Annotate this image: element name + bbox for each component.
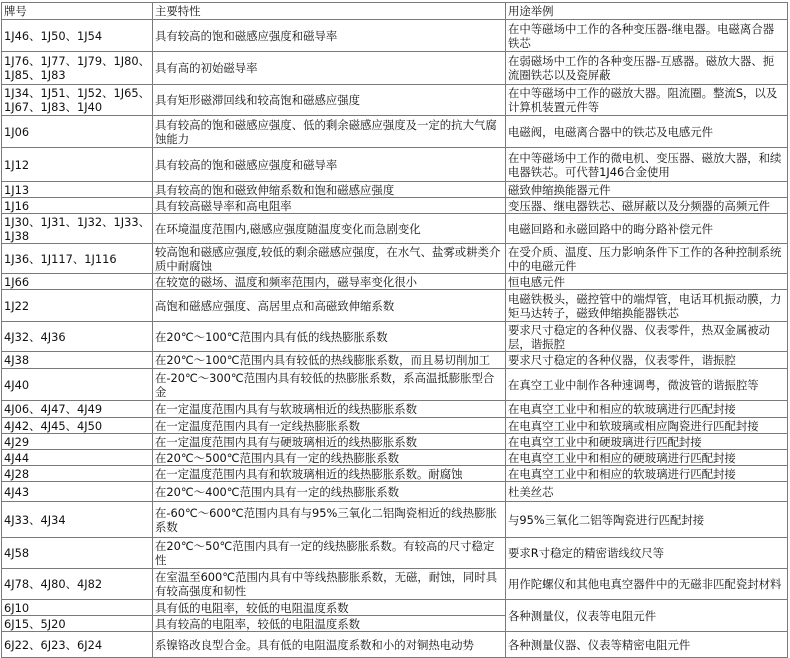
cell-grade: 4J33、4J34	[2, 502, 153, 538]
cell-usage: 恒电感元件	[506, 274, 788, 290]
cell-usage: 变压器、继电器铁芯、磁屏蔽以及分频器的高频元件	[506, 198, 788, 214]
cell-usage: 在中等磁场中工作的各种变压器-继电器。电磁离合器铁芯	[506, 20, 788, 52]
cell-property: 具有较高的电阻率，较低的电阻温度系数	[153, 616, 506, 632]
cell-grade: 1J66	[2, 274, 153, 290]
header-usage: 用途举例	[506, 3, 788, 20]
cell-grade: 1J76、1J77、1J79、1J80、1J85、1J83	[2, 52, 153, 85]
cell-usage: 要求尺寸稳定的各种仪器、仪表零件，热双金属被动层，谐振腔	[506, 322, 788, 352]
cell-usage: 与95%三氧化二铝等陶瓷进行匹配封接	[506, 502, 788, 538]
table-row	[2, 244, 788, 274]
cell-usage: 在受介质、温度、压力影响条件下工作的各种控制系统中的电磁元件	[506, 244, 788, 274]
table-row	[2, 466, 788, 482]
cell-grade: 4J42、4J45、4J50	[2, 418, 153, 434]
cell-usage: 在电真空工业中和软玻璃或相应陶瓷进行匹配封接	[506, 418, 788, 434]
cell-grade: 6J15、5J20	[2, 616, 153, 632]
table-row	[2, 85, 788, 116]
table-row	[2, 20, 788, 52]
cell-property: 在20℃～100℃范围内具有较低的热线膨胀系数，而且易切削加工	[153, 352, 506, 369]
cell-grade: 1J12	[2, 148, 153, 182]
cell-property: 具有矩形磁滞回线和较高饱和磁感应强度	[153, 85, 506, 116]
cell-grade: 1J36、1J117、1J116	[2, 244, 153, 274]
cell-grade: 4J29	[2, 434, 153, 450]
cell-property: 具有较高的饱和磁致伸缩系数和饱和磁感应强度	[153, 182, 506, 198]
table-row	[2, 434, 788, 450]
table-row	[2, 198, 788, 214]
cell-property: 在一定温度范围内具有一定线热膨胀系数	[153, 418, 506, 434]
cell-grade: 4J38	[2, 352, 153, 369]
cell-grade: 6J22、6J23、6J24	[2, 632, 153, 658]
table-row	[2, 116, 788, 148]
cell-grade: 4J44	[2, 450, 153, 466]
cell-property: 在-60℃～600℃范围内具有与95%三氧化二铝陶瓷相近的线热膨胀系数	[153, 502, 506, 538]
cell-usage: 杜美丝芯	[506, 482, 788, 502]
cell-property: 在-20℃～300℃范围内具有较低的热膨胀系数，系高温抵膨胀型合金	[153, 369, 506, 401]
table-row	[2, 401, 788, 418]
table-row	[2, 352, 788, 369]
cell-grade: 4J58	[2, 538, 153, 569]
cell-property: 系镍铬改良型合金。具有低的电阻温度系数和小的对铜热电动势	[153, 632, 506, 658]
cell-grade: 4J78、4J80、4J82	[2, 569, 153, 600]
cell-grade: 1J46、1J50、1J54	[2, 20, 153, 52]
cell-grade: 4J40	[2, 369, 153, 401]
table-row	[2, 450, 788, 466]
table-row	[2, 214, 788, 244]
cell-property: 具有高的初始磁导率	[153, 52, 506, 85]
table-row	[2, 418, 788, 434]
cell-property: 在较宽的磁场、温度和频率范围内，磁导率变化很小	[153, 274, 506, 290]
cell-usage: 在电真空工业中和硬玻璃进行匹配封接	[506, 434, 788, 450]
cell-property: 具有低的电阻率，较低的电阻温度系数	[153, 600, 506, 616]
table-row	[2, 182, 788, 198]
cell-usage: 在中等磁场中工作的微电机、变压器、磁放大器，和续电器铁芯。可代替1J46合金使用	[506, 148, 788, 182]
cell-property: 在20℃～100℃范围内具有低的线热膨胀系数	[153, 322, 506, 352]
header-grade: 牌号	[2, 3, 153, 20]
table-row	[2, 538, 788, 569]
cell-property: 在20℃～50℃范围内具有一定的线热膨胀系数。有较高的尺寸稳定性	[153, 538, 506, 569]
cell-property: 在一定温度范围内具有与硬玻璃相近的线热膨胀系数	[153, 434, 506, 450]
table-row	[2, 569, 788, 600]
cell-grade: 4J43	[2, 482, 153, 502]
table-row	[2, 290, 788, 322]
cell-grade: 4J28	[2, 466, 153, 482]
cell-usage: 各种测量仪，仪表等电阻元件	[506, 600, 788, 632]
cell-property: 较高饱和磁感应强度,较低的剩余磁感应强度，在水气、盐雾或耕类介质中耐腐蚀	[153, 244, 506, 274]
table-row	[2, 148, 788, 182]
cell-usage: 各种测量仪器、仪表等精密电阻元件	[506, 632, 788, 658]
cell-grade: 1J34、1J51、1J52、1J65、1J67、1J83、1J40	[2, 85, 153, 116]
cell-usage: 磁致伸缩换能器元件	[506, 182, 788, 198]
cell-property: 在一定温度范围内具有和软玻璃相近的线热膨胀系数。耐腐蚀	[153, 466, 506, 482]
table-header-row	[2, 3, 788, 20]
cell-property: 在20℃～400℃范围内具有一定的线热膨胀系数	[153, 482, 506, 502]
table-row	[2, 632, 788, 658]
cell-property: 具有较高的饱和磁感应强度、低的剩余磁感应强度及一定的抗大气腐蚀能力	[153, 116, 506, 148]
cell-grade: 1J30、1J31、1J32、1J33、1J38	[2, 214, 153, 244]
cell-property: 在20℃～500℃范围内具有一定的线热膨胀系数	[153, 450, 506, 466]
cell-usage: 在真空工业中制作各种速调粤，微波管的谐振腔等	[506, 369, 788, 401]
cell-usage: 电磁铁极头，磁控管中的端焊管，电话耳机振动膜，力矩马达转子，磁致伸缩换能器铁芯	[506, 290, 788, 322]
cell-property: 在室温至600℃范围内具有中等线热膨胀系数，无磁，耐蚀，同时具有较高强度和韧性	[153, 569, 506, 600]
cell-usage: 电磁回路和永磁回路中的晦分路补偿元件	[506, 214, 788, 244]
cell-property: 高饱和磁感应强度、高居里点和高磁致伸缩系数	[153, 290, 506, 322]
cell-usage: 在电真空工业中和相应的软玻璃进行匹配封接	[506, 401, 788, 418]
cell-grade: 1J06	[2, 116, 153, 148]
cell-property: 在一定温度范围内具有与软玻璃相近的线热膨胀系数	[153, 401, 506, 418]
cell-grade: 1J13	[2, 182, 153, 198]
header-property: 主要特性	[153, 3, 506, 20]
table-row	[2, 502, 788, 538]
table-row	[2, 274, 788, 290]
table-row	[2, 52, 788, 85]
cell-usage: 在电真空工业中和相应的软玻璃进行匹配封接	[506, 466, 788, 482]
table-row	[2, 322, 788, 352]
alloy-properties-table	[1, 2, 788, 658]
cell-usage: 在电真空工业中和相应的硬玻璃进行匹配封接	[506, 450, 788, 466]
cell-usage: 在弱磁场中工作的各种变压器-互感器。磁放大器、扼流圈铁芯以及瓷屏蔽	[506, 52, 788, 85]
cell-grade: 1J16	[2, 198, 153, 214]
cell-usage: 电磁阀，电磁离合器中的铁芯及电感元件	[506, 116, 788, 148]
cell-usage: 要求尺寸稳定的各种仪器，仪表零件，谐振腔	[506, 352, 788, 369]
cell-property: 具有较高的饱和磁感应强度和磁导率	[153, 20, 506, 52]
cell-property: 在环境温度范围内,磁感应强度随温度变化而急剧变化	[153, 214, 506, 244]
table-row	[2, 369, 788, 401]
cell-property: 具有较高的饱和磁感应强度和磁导率	[153, 148, 506, 182]
table-row	[2, 482, 788, 502]
cell-grade: 6J10	[2, 600, 153, 616]
cell-usage: 要求R寸稳定的精密谐线纹尺等	[506, 538, 788, 569]
cell-grade: 4J32、4J36	[2, 322, 153, 352]
cell-property: 具有较高磁导率和高电阻率	[153, 198, 506, 214]
cell-grade: 1J22	[2, 290, 153, 322]
table-row	[2, 600, 788, 616]
cell-grade: 4J06、4J47、4J49	[2, 401, 153, 418]
cell-usage: 用作陀螺仪和其他电真空器件中的无磁非匹配瓷封材料	[506, 569, 788, 600]
cell-usage: 在中等磁场中工作的磁放大器。阻流圈。整流S，以及计算机装置元件等	[506, 85, 788, 116]
